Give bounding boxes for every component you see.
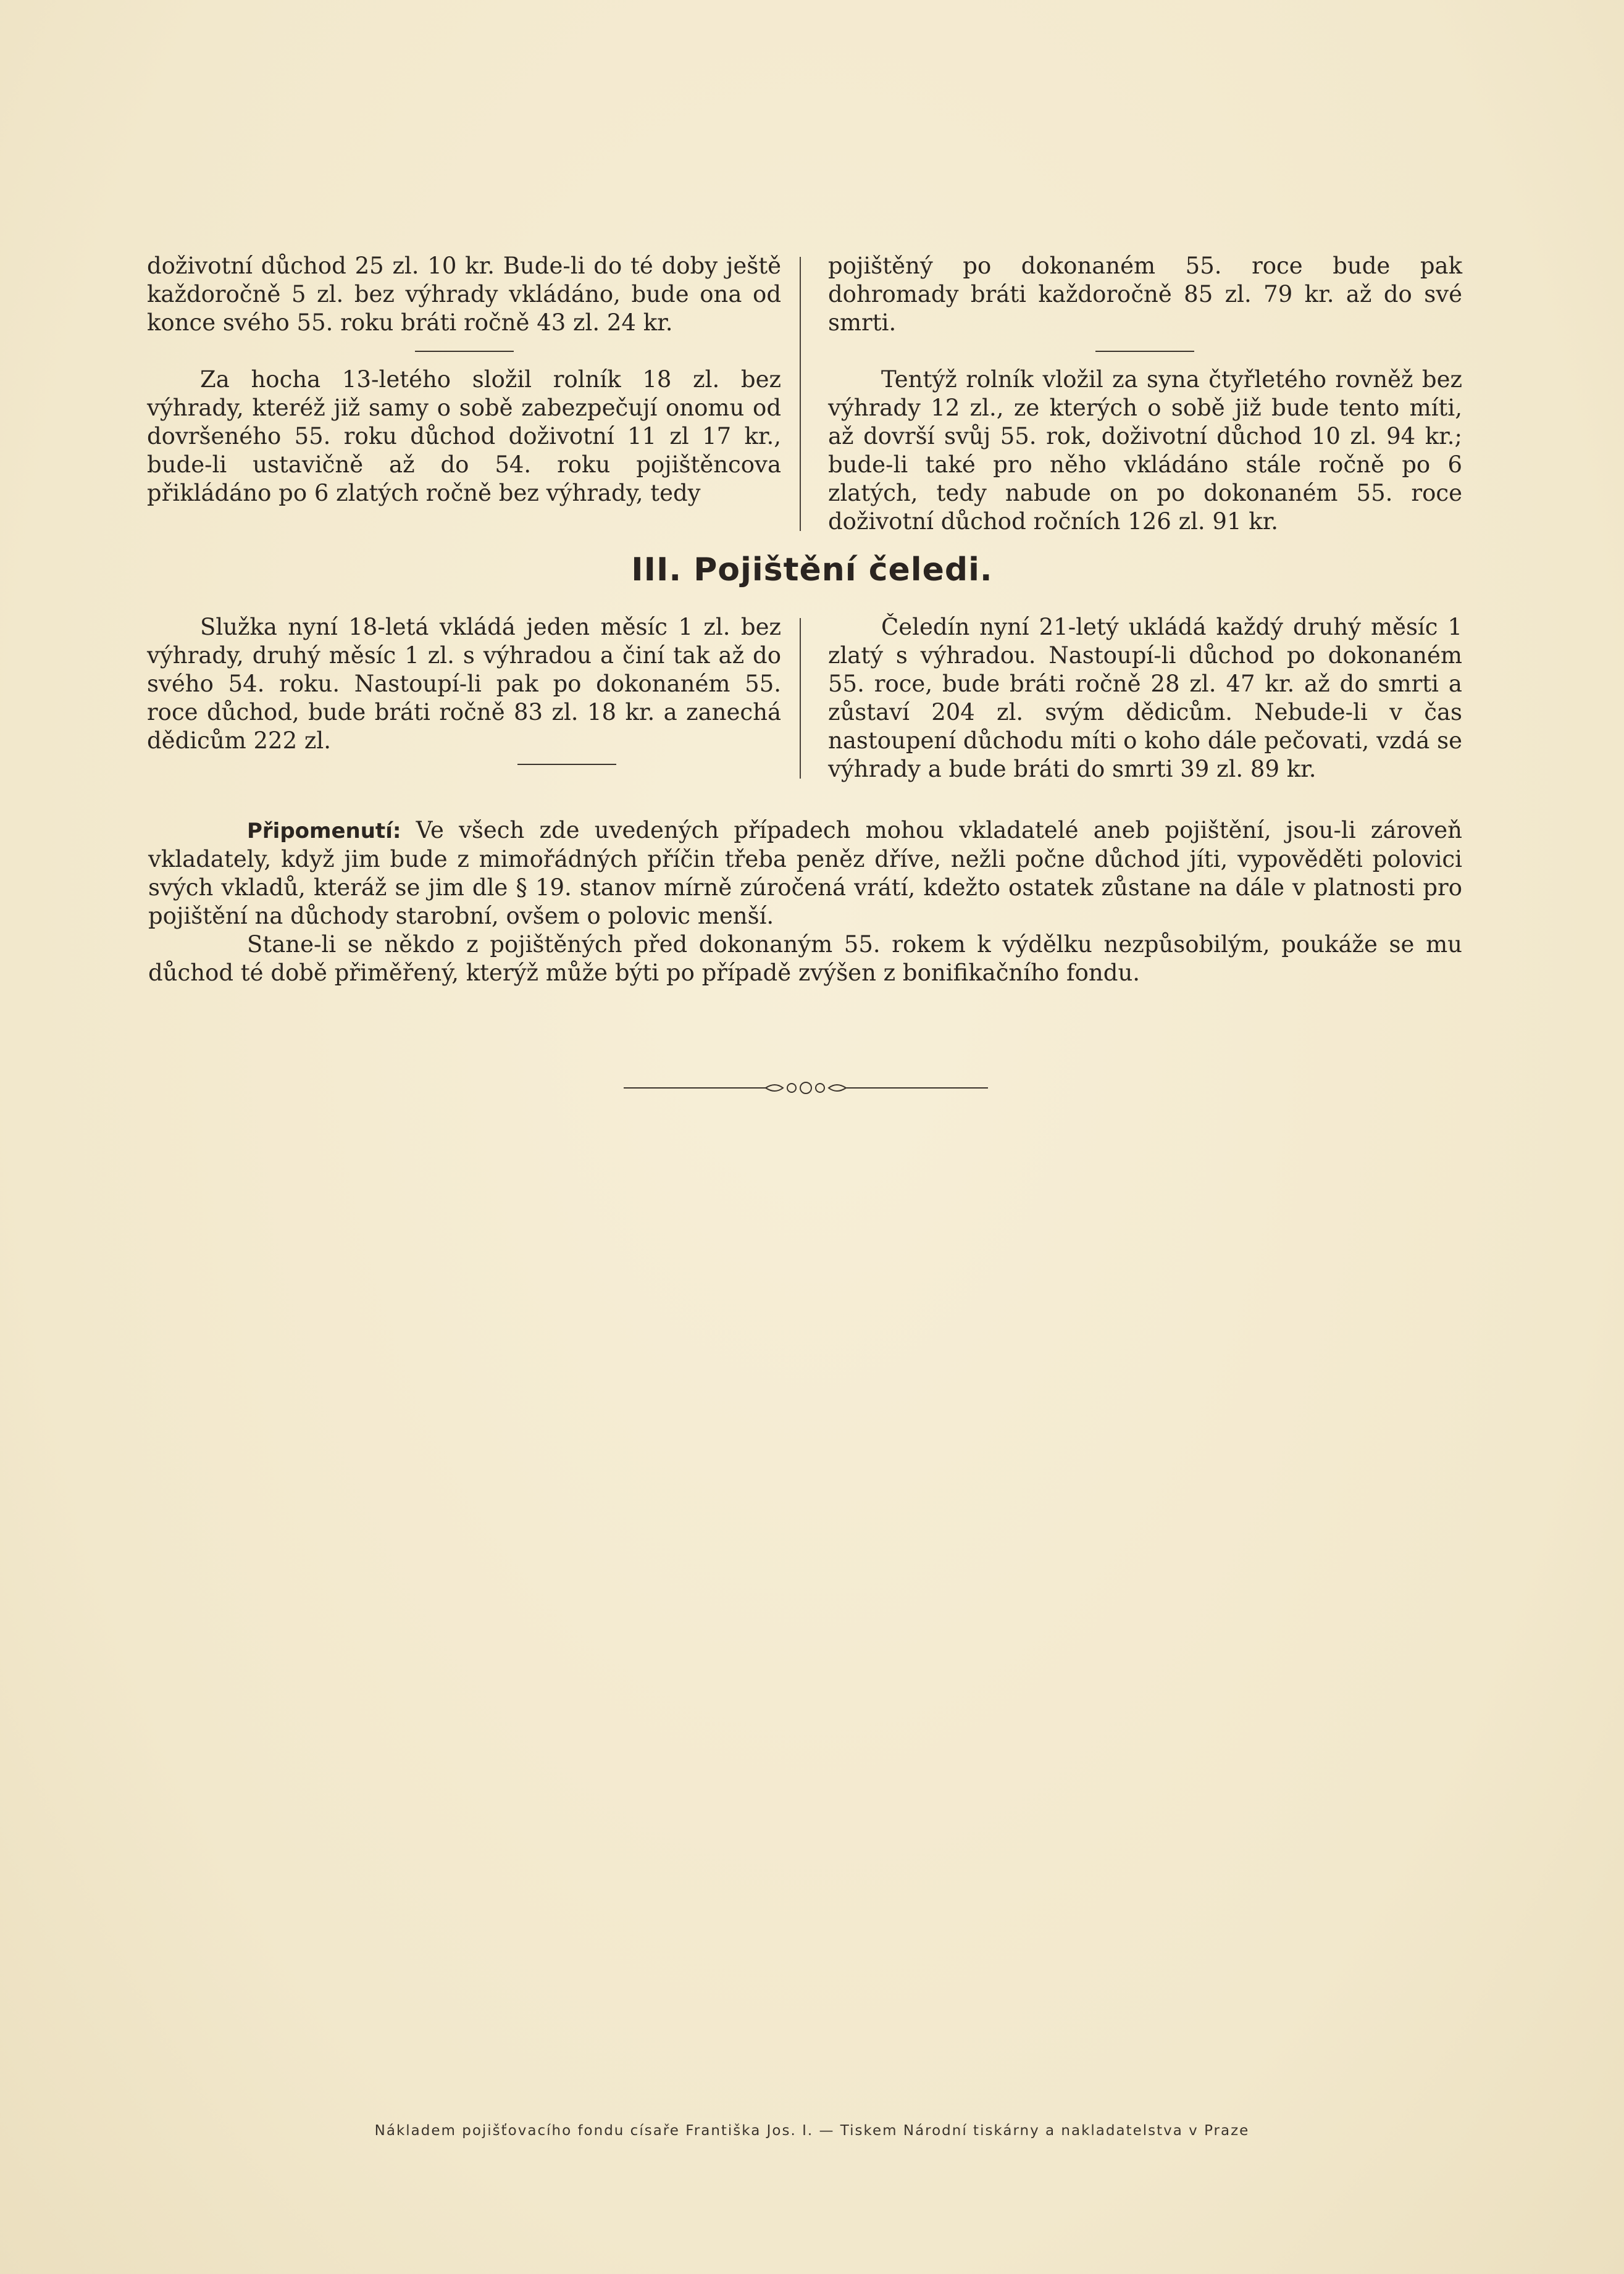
paragraph: Služka nyní 18-letá vkládá jeden měsíc 1 zl. bez výhrady, druhý měsíc 1 zl. s výhradou a činí tak až do svého 54. roku. Nastoupí-li pak po dokonaném 55. roce důchod, bude bráti ročně 83 zl. 18 kr. a zanechá dědicům 222 zl. bbox=[147, 614, 782, 754]
paragraph: pojištěný po dokonaném 55. roce bude pak dohromady bráti každoročně 85 zl. 79 kr. až do své smrti. bbox=[827, 253, 1462, 336]
paragraph: Tentýž rolník vložil za syna čtyřletého rovněž bez výhrady 12 zl., ze kterých o sobě již bude tento míti, až dovrší svůj 55. rok, doživotní důchod 10 zl. 94 kr.; bude-li také pro něho vkládáno stále ročně po 6 zlatých, tedy nabude on po dokonaném 55. roce doživotní důchod ročních 126 zl. 91 kr. bbox=[827, 366, 1462, 535]
footer-imprint: Nákladem pojišťovacího fondu císaře Františka Jos. I. — Tiskem Národní tiskárny a nakladatelstva v Praze bbox=[374, 2123, 1250, 2139]
section2-columns bbox=[147, 613, 1462, 784]
note-paragraph bbox=[148, 816, 1462, 930]
separator-dash bbox=[1095, 351, 1194, 352]
note-label: Připomenutí: bbox=[247, 819, 401, 843]
section2-left-column bbox=[147, 613, 800, 784]
note-text: Ve všech zde uvedených případech mohou vkladatelé aneb pojištění, jsou-li zároveň vkladately, když jim bude z mimořádných příčin třeba peněz dříve, nežli počne důchod jíti, vypověděti polovici svých vkladů, kteráž se jim dle § 19. stanov mírně zúročená vrátí, kdežto ostatek zůstane na dále v platnosti pro pojištění na důchody starobní, ovšem o polovic menší. bbox=[148, 817, 1462, 929]
paragraph: doživotní důchod 25 zl. 10 kr. Bude-li do té doby ještě každoročně 5 zl. bez výhrady vkládáno, bude ona od konce svého 55. roku bráti ročně 43 zl. 24 kr. bbox=[147, 253, 782, 336]
paragraph: Čeledín nyní 21-letý ukládá každý druhý měsíc 1 zlatý s výhradou. Nastoupí-li důchod po dokonaném 55. roce, bude bráti ročně 28 zl. 47 kr. až do smrti a zůstaví 204 zl. svým dědicům. Nebude-li v čas nastoupení důchodu míti o koho dále pečovati, vzdá se výhrady a bude bráti do smrti 39 zl. 89 kr. bbox=[827, 614, 1462, 782]
note-block bbox=[148, 816, 1462, 987]
separator-dash bbox=[415, 351, 514, 352]
separator-dash bbox=[517, 764, 616, 765]
section1-columns bbox=[147, 252, 1462, 536]
section-heading: III. Pojištění čeledi. bbox=[631, 551, 993, 588]
section2-right-column bbox=[801, 613, 1462, 784]
note-paragraph: Stane-li se někdo z pojištěných před dokonaným 55. rokem k výdělku nezpůsobilým, poukáže se mu důchod té době přiměřený, kterýž může býti po případě zvýšen z bonifikačního fondu. bbox=[148, 931, 1462, 986]
section1-right-column bbox=[801, 252, 1462, 536]
ornamental-rule-icon bbox=[624, 1076, 988, 1100]
section1-left-column bbox=[147, 252, 800, 536]
paragraph: Za hocha 13-letého složil rolník 18 zl. bez výhrady, kteréž již samy o sobě zabezpečují onomu od dovršeného 55. roku důchod doživotní 11 zl 17 kr., bude-li ustavičně až do 54. roku pojištěncova přikládáno po 6 zlatých ročně bez výhrady, tedy bbox=[147, 366, 782, 506]
